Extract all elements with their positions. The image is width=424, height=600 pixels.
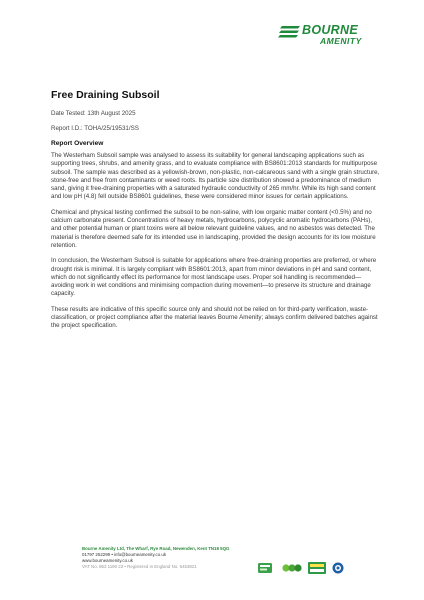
report-body: [51, 89, 381, 338]
paragraph-4: These results are indicative of this specific source only and should not be relied on for third-party verification, waste-classification, or project compliance after the material leaves Bourne Amenity; always confirm delivered batches against the project specification.: [51, 305, 378, 330]
logo-stripes-icon: [278, 25, 302, 39]
bourne-amenity-logo: [278, 25, 398, 47]
paragraph-1: The Westerham Subsoil sample was analysed to assess its suitability for general landscaping applications such as supporting trees, shrubs, and amenity grass, and to evaluate compliance with BS8601:2013 standards for multipurpose subsoil. The sample was described as a yellowish-brown, non-plastic, non-calcareous sand with a single grain structure, stone-free and free from contaminants or weed roots. Its particle size distribution showed a predominance of medium sand, giving it free-draining properties with a saturated hydraulic conductivity of 265 mm/hr. While its high sand content and low pH (4.8) fell outside BS8601 guidelines, these were considered minor issues for certain applications.: [51, 152, 380, 201]
footer-separator: •: [110, 551, 115, 557]
certification-badges: [258, 562, 378, 576]
paragraph-3: In conclusion, the Westerham Subsoil is suitable for applications where free-draining properties are preferred, or where drought risk is minimal. It is largely compliant with BS8601:2013, apart from minor deviations in pH and sand content, which do not significantly effect its performance for most landscape uses. Proper soil handling is recommended—avoiding work in wet conditions and minimising compaction during movement—to preserve its structure and drainage capacity.: [51, 257, 377, 298]
report-overview-heading: Report Overview: [51, 140, 104, 147]
footer-vat: VAT No. 863 1190 22 • Registered in England No. 5453821: [82, 563, 197, 569]
grb-badge-icon: [282, 562, 302, 574]
green-certification-badge-icon: [258, 562, 272, 574]
footer-phone: 01797 252299: [82, 551, 111, 557]
logo-word-amenity: AMENITY: [320, 36, 362, 46]
footer-website[interactable]: www.bourneamenity.co.uk: [82, 557, 133, 563]
footer-email[interactable]: info@bourneamenity.co.uk: [114, 551, 167, 557]
paragraph-2: Chemical and physical testing confirmed the subsoil to be non-saline, with low organic matter content (<0.5%) and no calcium carbonate present. Concentrations of heavy metals, hydrocarbons, polycyclic aromatic hydrocarbons (PAHs), and other potential human or plant toxins were all below relevant guideline values, and no asbestos was detected. The material is therefore deemed safe for its intended use in landscaping, provided the design accounts for its low moisture retention.: [51, 208, 376, 249]
quality-badge-icon: [308, 562, 326, 574]
report-id: Report I.D.: TOHA/25/19531/SS: [51, 125, 139, 132]
date-tested: Date Tested: 13th August 2025: [51, 110, 136, 117]
footer-address: Bourne Amenity Ltd, The Wharf, Rye Road, Newenden, Kent TN18 5QG: [82, 546, 230, 551]
document-title: Free Draining Subsoil: [51, 89, 160, 101]
accreditation-badge-icon: [332, 562, 344, 574]
logo-word-bourne: BOURNE: [302, 23, 358, 37]
